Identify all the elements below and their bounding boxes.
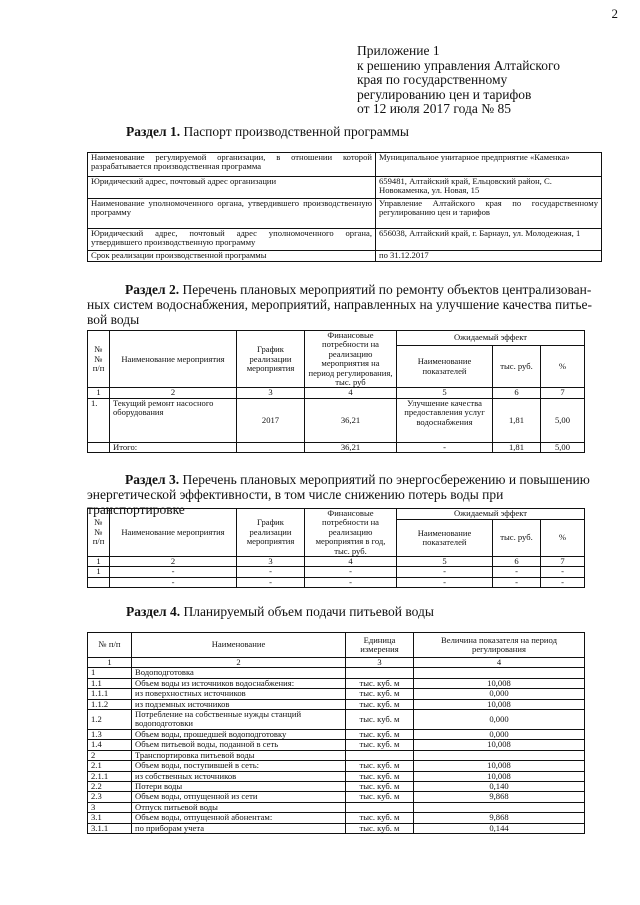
table-cell: 0,140	[414, 782, 585, 792]
section-title-text: Перечень плановых мероприятий по ремонту объектов централизован-	[179, 282, 592, 297]
header-cell: Ожидаемый эффект	[397, 509, 585, 520]
section-label: Раздел 4.	[126, 604, 181, 619]
table-cell: -	[237, 577, 305, 587]
table-cell: 10,008	[414, 699, 585, 709]
section-title-text: Планируемый объем подачи питьевой воды	[180, 604, 434, 619]
table-cell: тыс. куб. м	[346, 699, 414, 709]
table-cell	[346, 750, 414, 760]
table-cell	[88, 442, 110, 452]
table-cell: 36,21	[305, 442, 397, 452]
column-number: 1	[88, 658, 132, 668]
table-cell: Управление Алтайского края по государственному регулированию цен и тарифов	[376, 199, 602, 229]
table-cell: тыс. куб. м	[346, 761, 414, 771]
table-cell: Срок реализации производственной программы	[88, 251, 376, 262]
table-cell: Отпуск питьевой воды	[132, 802, 346, 812]
column-number: 5	[397, 388, 493, 398]
table-cell: -	[110, 567, 237, 577]
table-cell: 2017	[237, 398, 305, 442]
table-cell: Объем воды, отпущенной абонентам:	[132, 813, 346, 823]
column-numbers-row	[88, 658, 585, 668]
table-row	[88, 251, 602, 262]
table-row	[88, 761, 585, 771]
table-cell: Водоподготовка	[132, 668, 346, 678]
table-total-row	[88, 442, 585, 452]
table-row	[88, 710, 585, 730]
table-cell: из поверхностных источников	[132, 689, 346, 699]
header-cell: Наименование мероприятия	[110, 509, 237, 557]
section-label: Раздел 1.	[126, 124, 181, 139]
column-numbers-row	[88, 557, 585, 567]
column-number: 1	[88, 388, 110, 398]
table-cell: тыс. куб. м	[346, 771, 414, 781]
table-cell: 0,144	[414, 823, 585, 833]
table-cell: Текущий ремонт насосного оборудования	[110, 398, 237, 442]
column-number: 6	[493, 557, 541, 567]
table-cell: Наименование регулируемой организации, в отношении которой разрабатывается производственная программа	[88, 153, 376, 177]
table-cell: 1.1.1	[88, 689, 132, 699]
table-cell	[414, 668, 585, 678]
header-cell: Наименование мероприятия	[110, 331, 237, 388]
table-cell: 656038, Алтайский край, г. Барнаул, ул. Молодежная, 1	[376, 229, 602, 251]
table-cell: 1.1	[88, 678, 132, 688]
table-cell	[414, 802, 585, 812]
table-cell: 659481, Алтайский край, Ельцовский район, С. Новокаменка, ул. Новая, 15	[376, 177, 602, 199]
section-title-text: энергетической эффективности, в том числе снижению потерь воды при транспортировке	[87, 487, 504, 517]
appendix-line: регулированию цен и тарифов	[357, 86, 532, 102]
table-header-row	[88, 331, 585, 346]
section-title-text: Перечень плановых мероприятий по энергосбережению и повышению	[179, 472, 590, 487]
section2-title	[87, 282, 601, 327]
table-cell: Юридический адрес, почтовый адрес уполномоченного органа, утвердившего производственную программу	[88, 229, 376, 251]
header-cell: %	[541, 346, 585, 388]
header-cell: График реализации мероприятия	[237, 509, 305, 557]
table-cell: -	[541, 567, 585, 577]
table-cell: Итого:	[110, 442, 237, 452]
table-cell: 9,868	[414, 813, 585, 823]
table-cell: 2.2	[88, 782, 132, 792]
table-cell: Наименование уполномоченного органа, утвердившего производственную программу	[88, 199, 376, 229]
column-number: 1	[88, 557, 110, 567]
energy-measures-table	[87, 508, 585, 588]
table-cell: 1.	[88, 398, 110, 442]
column-number: 2	[132, 658, 346, 668]
table-cell: 10,008	[414, 771, 585, 781]
table-row	[88, 229, 602, 251]
header-cell: № п/п	[88, 633, 132, 658]
header-cell: №№ п/п	[88, 331, 110, 388]
header-cell: №№ п/п	[88, 509, 110, 557]
header-cell: Единица измерения	[346, 633, 414, 658]
table-row	[88, 782, 585, 792]
table-cell: 2.1	[88, 761, 132, 771]
header-cell: Величина показателя на период регулирования	[414, 633, 585, 658]
appendix-line: от 12 июля 2017 года № 85	[357, 101, 511, 117]
column-number: 3	[237, 557, 305, 567]
table-cell: 1.3	[88, 730, 132, 740]
column-numbers-row	[88, 388, 585, 398]
table-cell: тыс. куб. м	[346, 730, 414, 740]
table-cell: 0,000	[414, 689, 585, 699]
column-number: 5	[397, 557, 493, 567]
table-cell: Потребление на собственные нужды станций водоподготовки	[132, 710, 346, 730]
table-cell: тыс. куб. м	[346, 792, 414, 802]
table-cell: -	[110, 577, 237, 587]
table-cell: -	[397, 567, 493, 577]
section-title-text: Паспорт производственной программы	[180, 124, 409, 139]
table-cell: тыс. куб. м	[346, 813, 414, 823]
table-cell: из подземных источников	[132, 699, 346, 709]
table-cell: 1.2	[88, 710, 132, 730]
header-cell: Ожидаемый эффект	[397, 331, 585, 346]
appendix-line: Приложение 1	[357, 43, 440, 58]
table-cell: -	[397, 577, 493, 587]
table-row	[88, 668, 585, 678]
header-cell: %	[541, 520, 585, 557]
table-row	[88, 792, 585, 802]
table-cell: Объем питьевой воды, поданной в сеть	[132, 740, 346, 750]
table-cell	[88, 577, 110, 587]
table-row	[88, 577, 585, 587]
table-row	[88, 813, 585, 823]
section-title-text: вой воды	[87, 312, 140, 327]
table-row	[88, 689, 585, 699]
table-row	[88, 177, 602, 199]
appendix-line: к решению управления Алтайского	[357, 57, 560, 73]
table-row	[88, 740, 585, 750]
table-cell: по приборам учета	[132, 823, 346, 833]
table-cell: Объем воды из источников водоснабжения:	[132, 678, 346, 688]
section-label: Раздел 2.	[125, 282, 180, 297]
appendix-header	[357, 44, 597, 117]
table-cell: 2.1.1	[88, 771, 132, 781]
table-cell: -	[305, 567, 397, 577]
table-cell: 0,000	[414, 730, 585, 740]
table-row	[88, 398, 585, 442]
table-cell: -	[493, 567, 541, 577]
table-row	[88, 823, 585, 833]
table-cell: -	[397, 442, 493, 452]
column-number: 4	[414, 658, 585, 668]
table-cell: 1,81	[493, 398, 541, 442]
table-row	[88, 567, 585, 577]
table-cell: -	[237, 567, 305, 577]
water-volume-table	[87, 632, 585, 834]
header-cell: График реализации мероприятия	[237, 331, 305, 388]
table-cell: 36,21	[305, 398, 397, 442]
column-number: 4	[305, 388, 397, 398]
table-row	[88, 153, 602, 177]
table-cell: по 31.12.2017	[376, 251, 602, 262]
column-number: 7	[541, 388, 585, 398]
appendix-line: края по государственному	[357, 72, 508, 88]
header-cell: тыс. руб.	[493, 346, 541, 388]
header-cell: Наименование	[132, 633, 346, 658]
table-cell: Объем воды, отпущенной из сети	[132, 792, 346, 802]
section1-title	[126, 124, 409, 139]
header-cell: Финансовые потребности на реализацию мероприятия в год, тыс. руб.	[305, 509, 397, 557]
table-row	[88, 199, 602, 229]
table-cell: 0,000	[414, 710, 585, 730]
table-cell: 1	[88, 567, 110, 577]
table-row	[88, 771, 585, 781]
column-number: 2	[110, 557, 237, 567]
table-cell	[237, 442, 305, 452]
table-cell: 3.1	[88, 813, 132, 823]
table-row	[88, 802, 585, 812]
header-cell: Наименование показателей	[397, 346, 493, 388]
table-header-row	[88, 509, 585, 520]
table-cell: тыс. куб. м	[346, 710, 414, 730]
table-cell: тыс. куб. м	[346, 782, 414, 792]
column-number: 3	[237, 388, 305, 398]
repair-measures-table	[87, 330, 585, 453]
table-row	[88, 730, 585, 740]
table-header-row	[88, 633, 585, 658]
table-row	[88, 750, 585, 760]
table-cell: 1,81	[493, 442, 541, 452]
table-cell: 10,008	[414, 740, 585, 750]
table-cell: Улучшение качества предоставления услуг водоснабжения	[397, 398, 493, 442]
table-cell: 2	[88, 750, 132, 760]
table-cell: 5,00	[541, 442, 585, 452]
table-cell: Объем воды, поступившей в сеть:	[132, 761, 346, 771]
table-cell: Юридический адрес, почтовый адрес организации	[88, 177, 376, 199]
table-cell	[346, 668, 414, 678]
table-cell: из собственных источников	[132, 771, 346, 781]
table-cell: Транспортировка питьевой воды	[132, 750, 346, 760]
table-cell: 10,008	[414, 761, 585, 771]
header-cell: Наименование показателей	[397, 520, 493, 557]
table-cell: 1.1.2	[88, 699, 132, 709]
table-cell: тыс. куб. м	[346, 689, 414, 699]
table-cell: 3.1.1	[88, 823, 132, 833]
column-number: 3	[346, 658, 414, 668]
column-number: 7	[541, 557, 585, 567]
column-number: 6	[493, 388, 541, 398]
table-cell: 3	[88, 802, 132, 812]
table-cell: тыс. куб. м	[346, 740, 414, 750]
passport-table	[87, 152, 602, 262]
table-cell: Муниципальное унитарное предприятие «Каменка»	[376, 153, 602, 177]
table-cell: -	[493, 577, 541, 587]
table-cell: -	[305, 577, 397, 587]
page-number: 2	[611, 6, 618, 21]
table-cell	[346, 802, 414, 812]
section-title-text: ных систем водоснабжения, мероприятий, направленных на улучшение качества питье-	[87, 297, 593, 312]
table-cell: -	[541, 577, 585, 587]
table-cell: Объем воды, прошедшей водоподготовку	[132, 730, 346, 740]
table-cell: 2.3	[88, 792, 132, 802]
table-row	[88, 699, 585, 709]
table-cell: Потери воды	[132, 782, 346, 792]
table-cell: 1	[88, 668, 132, 678]
table-cell: 10,008	[414, 678, 585, 688]
column-number: 4	[305, 557, 397, 567]
table-cell: тыс. куб. м	[346, 823, 414, 833]
table-cell: 1.4	[88, 740, 132, 750]
table-cell	[414, 750, 585, 760]
section4-title	[126, 604, 434, 619]
header-cell: Финансовые потребности на реализацию мероприятия на период регулирования, тыс. руб	[305, 331, 397, 388]
section-label: Раздел 3.	[125, 472, 180, 487]
column-number: 2	[110, 388, 237, 398]
header-cell: тыс. руб.	[493, 520, 541, 557]
table-row	[88, 678, 585, 688]
table-cell: 9,868	[414, 792, 585, 802]
table-cell: 5,00	[541, 398, 585, 442]
table-cell: тыс. куб. м	[346, 678, 414, 688]
